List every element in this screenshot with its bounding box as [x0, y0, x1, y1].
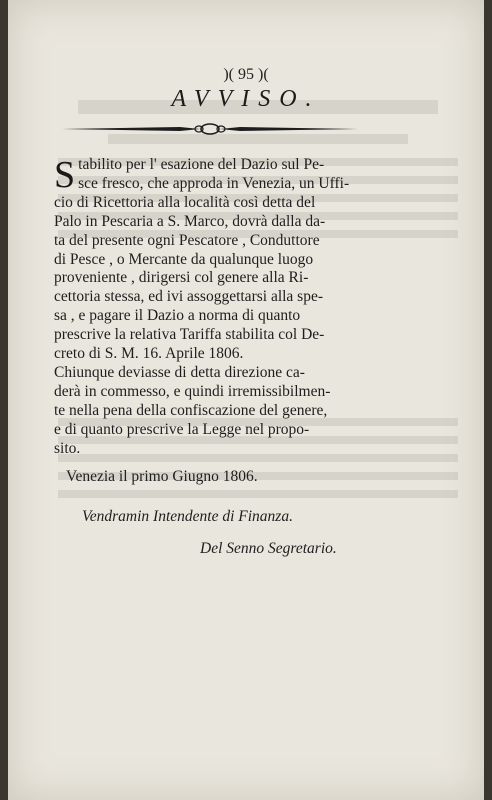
signature-segretario: Del Senno Segretario.: [200, 540, 337, 557]
body-line: tabilito per l' esazione del Dazio sul Pe-: [78, 156, 325, 173]
body-line: Palo in Pescaria a S. Marco, dovrà dalla da-: [54, 212, 326, 230]
body-line: di Pesce , o Mercante da qualunque luogo: [54, 250, 314, 268]
body-line: cio di Ricettoria alla località così detta del: [54, 193, 316, 211]
body-line: proveniente , dirigersi col genere alla Ri-: [54, 269, 309, 287]
body-line: sito.: [54, 439, 81, 457]
body-line: te nella pena della confiscazione del genere,: [54, 401, 328, 419]
page-title: AVVISO.: [171, 86, 321, 112]
body-line: e di quanto prescrive la Legge nel propo-: [54, 420, 310, 438]
body-line: prescrive la relativa Tariffa stabilita col De-: [54, 326, 325, 344]
body-line: ta del presente ogni Pescatore , Conduttore: [54, 231, 320, 249]
body-line: cettoria stessa, ed ivi assoggettarsi alla spe-: [54, 288, 324, 306]
signature-intendente: Vendramin Intendente di Finanza.: [82, 508, 293, 525]
body-line: derà in commesso, e quindi irremissibilmen-: [54, 382, 331, 400]
ornament-right: )(: [254, 66, 269, 83]
body-line: creto di S. M. 16. Aprile 1806.: [54, 345, 244, 363]
body-line: sa , e pagare il Dazio a norma di quanto: [54, 307, 301, 325]
notice-body: [54, 156, 384, 459]
body-line: sce fresco, che approda in Venezia, un Uffi-: [78, 174, 350, 192]
drop-cap: S: [54, 154, 76, 196]
date-line: Venezia il primo Giugno 1806.: [66, 468, 258, 485]
body-line: Chiunque deviasse di detta direzione ca-: [54, 363, 305, 381]
page-number-value: 95: [238, 66, 254, 83]
document-page: [8, 0, 484, 800]
ornament-left: )(: [223, 66, 238, 83]
page-number: [8, 66, 484, 84]
ornamental-rule: [60, 120, 360, 138]
